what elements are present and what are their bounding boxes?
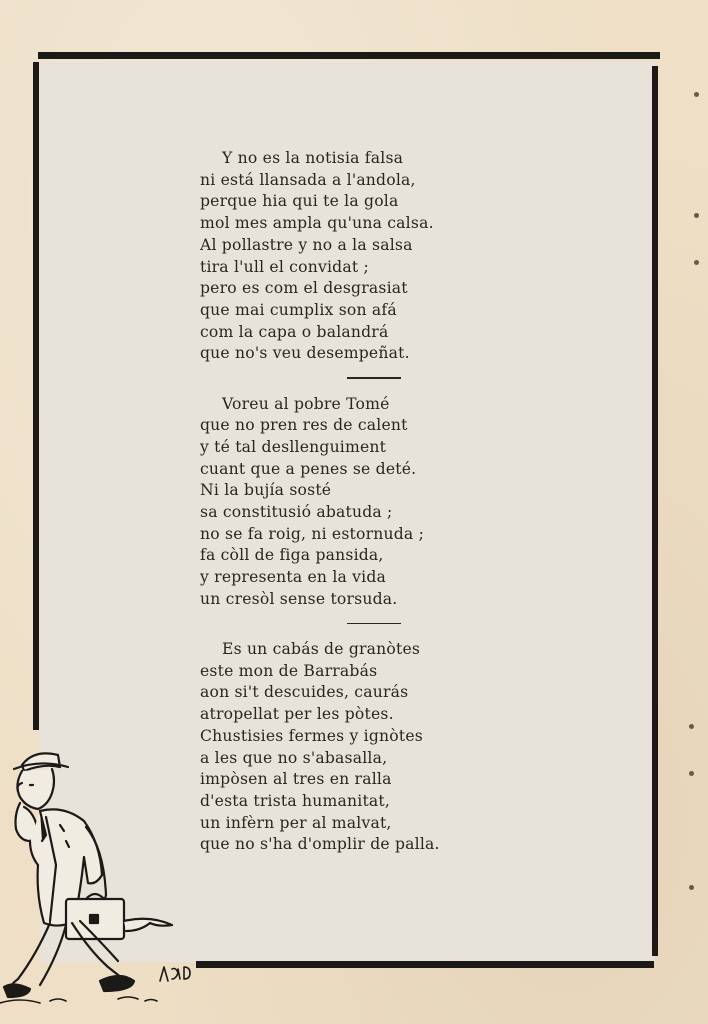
verse-line: no se fa roig, ni estornuda ; (200, 524, 425, 543)
frame-rule-left (33, 62, 39, 730)
verse-line: y té tal desllenguiment (200, 437, 387, 456)
poem (200, 148, 480, 856)
verse-line: que mai cumplix son afá (200, 300, 397, 319)
verse-line: impòsen al tres en ralla (200, 770, 392, 789)
verse-line: fa còll de figa pansida, (200, 546, 384, 565)
binding-hole (694, 92, 699, 97)
verse-line: com la capa o balandrá (200, 322, 389, 341)
verse-line: atropellat per les pòtes. (200, 705, 394, 724)
verse-line: un infèrn per al malvat, (200, 813, 392, 832)
stanza-separator (347, 623, 401, 625)
verse-line: tira l'ull el convidat ; (200, 257, 369, 276)
verse-line: pero es com el desgrasiat (200, 279, 408, 298)
verse-line: sa constitusió abatuda ; (200, 503, 393, 522)
frame-rule-top (38, 52, 660, 59)
verse-line: este mon de Barrabás (200, 661, 378, 680)
verse-line: y representa en la vida (200, 568, 387, 587)
stanza-3 (200, 639, 480, 856)
verse-line: un cresòl sense torsuda. (200, 589, 398, 608)
verse-line: Voreu al pobre Tomé (222, 394, 390, 413)
frame-rule-right (652, 66, 658, 956)
verse-line: que no pren res de calent (200, 416, 408, 435)
binding-hole (689, 724, 694, 729)
binding-hole (694, 260, 699, 265)
binding-hole (689, 885, 694, 890)
verse-line: Es un cabás de granòtes (222, 640, 421, 659)
verse-line: Al pollastre y no a la salsa (200, 235, 413, 254)
verse-line: Y no es la notisia falsa (222, 149, 404, 167)
verse-line: ni está llansada a l'andola, (200, 170, 416, 189)
verse-line: mol mes ampla qu'una calsa. (200, 214, 434, 233)
binding-hole (689, 771, 694, 776)
verse-line: perque hia qui te la gola (200, 192, 399, 211)
binding-hole (694, 213, 699, 218)
verse-line: aon si't descuides, caurás (200, 683, 409, 702)
walking-man-illustration (0, 745, 200, 1010)
verse-line: a les que no s'abasalla, (200, 748, 388, 767)
stanza-2 (200, 394, 480, 611)
verse-line: que no s'ha d'omplir de palla. (200, 835, 440, 854)
verse-line: que no's veu desempeñat. (200, 344, 410, 363)
verse-line: Chustisies fermes y ignòtes (200, 726, 423, 745)
verse-line: d'esta trista humanitat, (200, 791, 391, 810)
stanza-1 (200, 148, 480, 365)
verse-line: cuant que a penes se deté. (200, 459, 417, 478)
frame-rule-bottom (196, 961, 654, 968)
stanza-separator (347, 377, 401, 379)
verse-line: Ni la bujía sosté (200, 481, 332, 500)
